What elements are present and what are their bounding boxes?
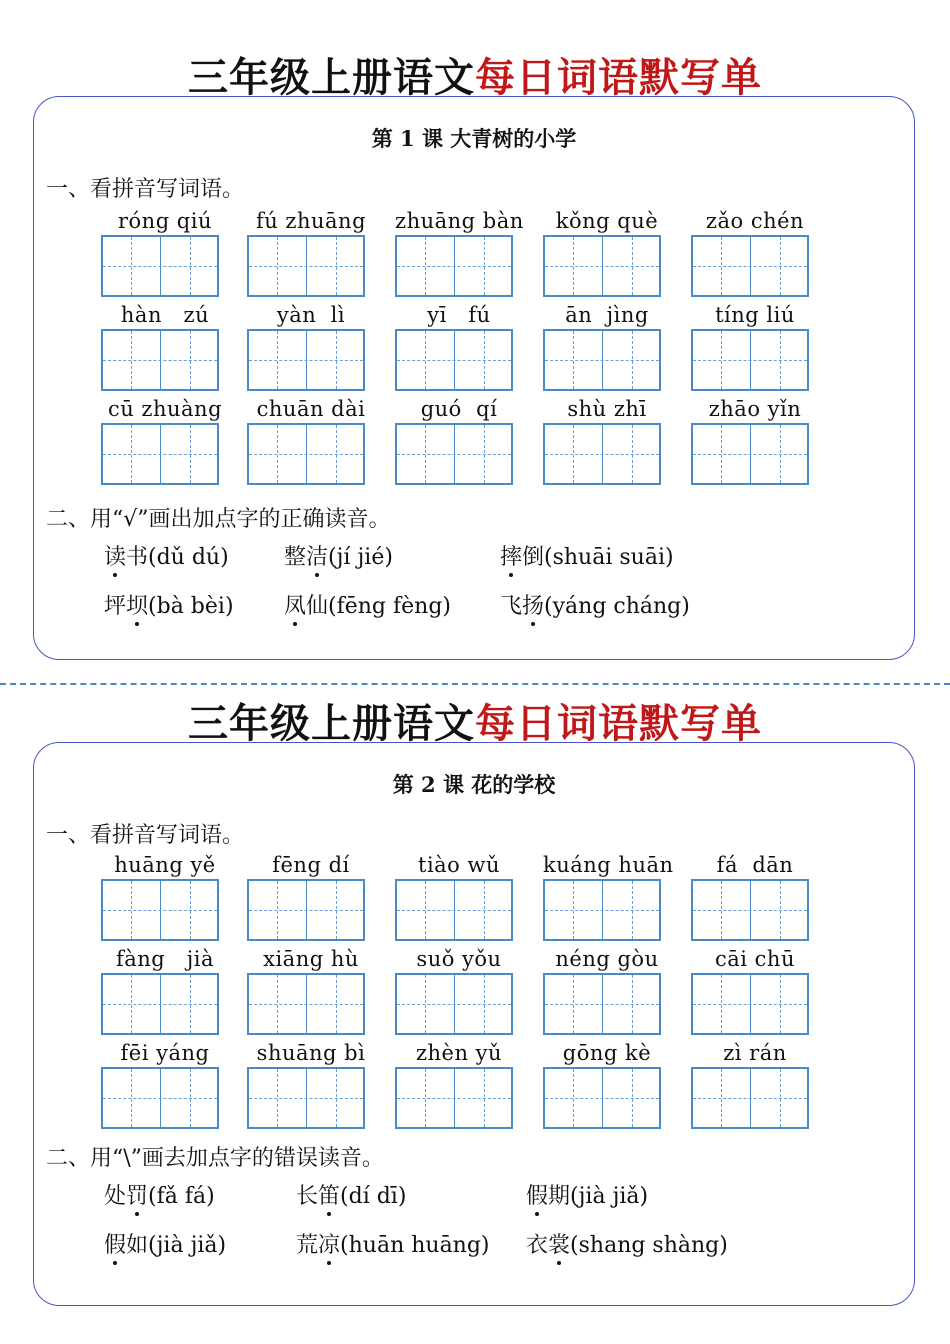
sheet1-title — [0, 46, 950, 103]
writing-grid[interactable] — [247, 329, 365, 391]
sheet1-section1-heading: 一、看拼音写词语。 — [46, 177, 245, 202]
sheet1-title-black: 三年级上册语文 — [188, 54, 475, 101]
writing-grid[interactable] — [247, 235, 365, 297]
writing-grid[interactable] — [395, 329, 513, 391]
pinyin-label: kǒng què — [555, 209, 659, 233]
pinyin-label: fú zhuāng — [255, 209, 367, 233]
writing-grid[interactable] — [691, 1067, 809, 1129]
sheet2-title — [0, 692, 950, 749]
sheet2-title-red: 每日词语默写单 — [475, 700, 762, 747]
pinyin-label: yī fú — [427, 303, 491, 327]
sheet1-item-2: 整洁(jí jié) — [284, 540, 393, 571]
writing-grid[interactable] — [691, 329, 809, 391]
writing-grid[interactable] — [691, 235, 809, 297]
sheet2-lesson-title: 第 2 课 花的学校 — [392, 772, 556, 797]
writing-grid[interactable] — [247, 423, 365, 485]
sheet1-item-4: 坪坝(bà bèi) — [104, 589, 234, 620]
pinyin-label: zhāo yǐn — [708, 397, 802, 421]
writing-grid[interactable] — [691, 423, 809, 485]
pinyin-label: huāng yě — [114, 853, 216, 877]
writing-grid[interactable] — [691, 879, 809, 941]
pinyin-label: fàng jià — [115, 947, 215, 971]
writing-grid[interactable] — [101, 879, 219, 941]
pinyin-label: zǎo chén — [705, 209, 805, 233]
pinyin-label: hàn zú — [120, 303, 210, 327]
pinyin-label: ān jìng — [565, 303, 649, 327]
writing-grid[interactable] — [543, 423, 661, 485]
writing-grid[interactable] — [247, 973, 365, 1035]
pinyin-label: kuáng huān — [543, 853, 674, 877]
writing-grid[interactable] — [101, 973, 219, 1035]
sheet1-card — [33, 96, 915, 660]
sheet2-item-3: 假期(jià jiǎ) — [526, 1179, 648, 1210]
sheet1-item-6: 飞扬(yáng cháng) — [500, 589, 690, 620]
writing-grid[interactable] — [101, 1067, 219, 1129]
writing-grid[interactable] — [395, 235, 513, 297]
writing-grid[interactable] — [247, 1067, 365, 1129]
pinyin-label: shù zhī — [567, 397, 647, 421]
pinyin-label: fēng dí — [272, 853, 350, 877]
sheet2-card — [33, 742, 915, 1306]
sheet2-item-2: 长笛(dí dī) — [296, 1179, 406, 1210]
sheet1-section2-heading: 二、用“√”画出加点字的正确读音。 — [46, 507, 391, 532]
sheet1-lesson-title: 第 1 课 大青树的小学 — [371, 126, 577, 151]
writing-grid[interactable] — [543, 235, 661, 297]
sheet2-item-4: 假如(jià jiǎ) — [104, 1228, 226, 1259]
writing-grid[interactable] — [543, 329, 661, 391]
sheet1-item-3: 摔倒(shuāi suāi) — [500, 540, 674, 571]
pinyin-label: yàn lì — [276, 303, 346, 327]
sheet2-item-5: 荒凉(huān huāng) — [296, 1228, 490, 1259]
pinyin-label: chuān dài — [256, 397, 366, 421]
writing-grid[interactable] — [101, 235, 219, 297]
writing-grid[interactable] — [395, 879, 513, 941]
writing-grid[interactable] — [395, 1067, 513, 1129]
pinyin-label: tíng liú — [715, 303, 795, 327]
pinyin-label: róng qiú — [117, 209, 212, 233]
pinyin-label: tiào wǔ — [418, 853, 500, 877]
writing-grid[interactable] — [247, 879, 365, 941]
pinyin-label: néng gòu — [555, 947, 659, 971]
pinyin-label: xiāng hù — [263, 947, 359, 971]
writing-grid[interactable] — [543, 1067, 661, 1129]
sheet2-section2-heading: 二、用“\”画去加点字的错误读音。 — [46, 1146, 384, 1171]
writing-grid[interactable] — [395, 423, 513, 485]
pinyin-label: gōng kè — [562, 1041, 652, 1065]
pinyin-label: cāi chū — [715, 947, 795, 971]
page-divider — [0, 683, 950, 685]
pinyin-label: zì rán — [723, 1041, 787, 1065]
pinyin-label: zhèn yǔ — [415, 1041, 503, 1065]
sheet2-item-6: 衣裳(shang shàng) — [526, 1228, 728, 1259]
writing-grid[interactable] — [101, 329, 219, 391]
sheet1-title-red: 每日词语默写单 — [475, 54, 762, 101]
pinyin-label: suǒ yǒu — [416, 947, 502, 971]
pinyin-label: shuāng bì — [256, 1041, 366, 1065]
pinyin-label: guó qí — [420, 397, 498, 421]
sheet1-item-5: 凤仙(fēng fèng) — [284, 589, 451, 620]
writing-grid[interactable] — [543, 973, 661, 1035]
pinyin-label: zhuāng bàn — [395, 209, 524, 233]
sheet1-item-1: 读书(dǔ dú) — [104, 540, 229, 571]
pinyin-label: fá dān — [716, 853, 794, 877]
writing-grid[interactable] — [101, 423, 219, 485]
sheet2-item-1: 处罚(fǎ fá) — [104, 1179, 215, 1210]
sheet2-section1-heading: 一、看拼音写词语。 — [46, 823, 245, 848]
writing-grid[interactable] — [395, 973, 513, 1035]
pinyin-label: cū zhuàng — [107, 397, 223, 421]
writing-grid[interactable] — [543, 879, 661, 941]
sheet2-title-black: 三年级上册语文 — [188, 700, 475, 747]
writing-grid[interactable] — [691, 973, 809, 1035]
pinyin-label: fēi yáng — [120, 1041, 210, 1065]
